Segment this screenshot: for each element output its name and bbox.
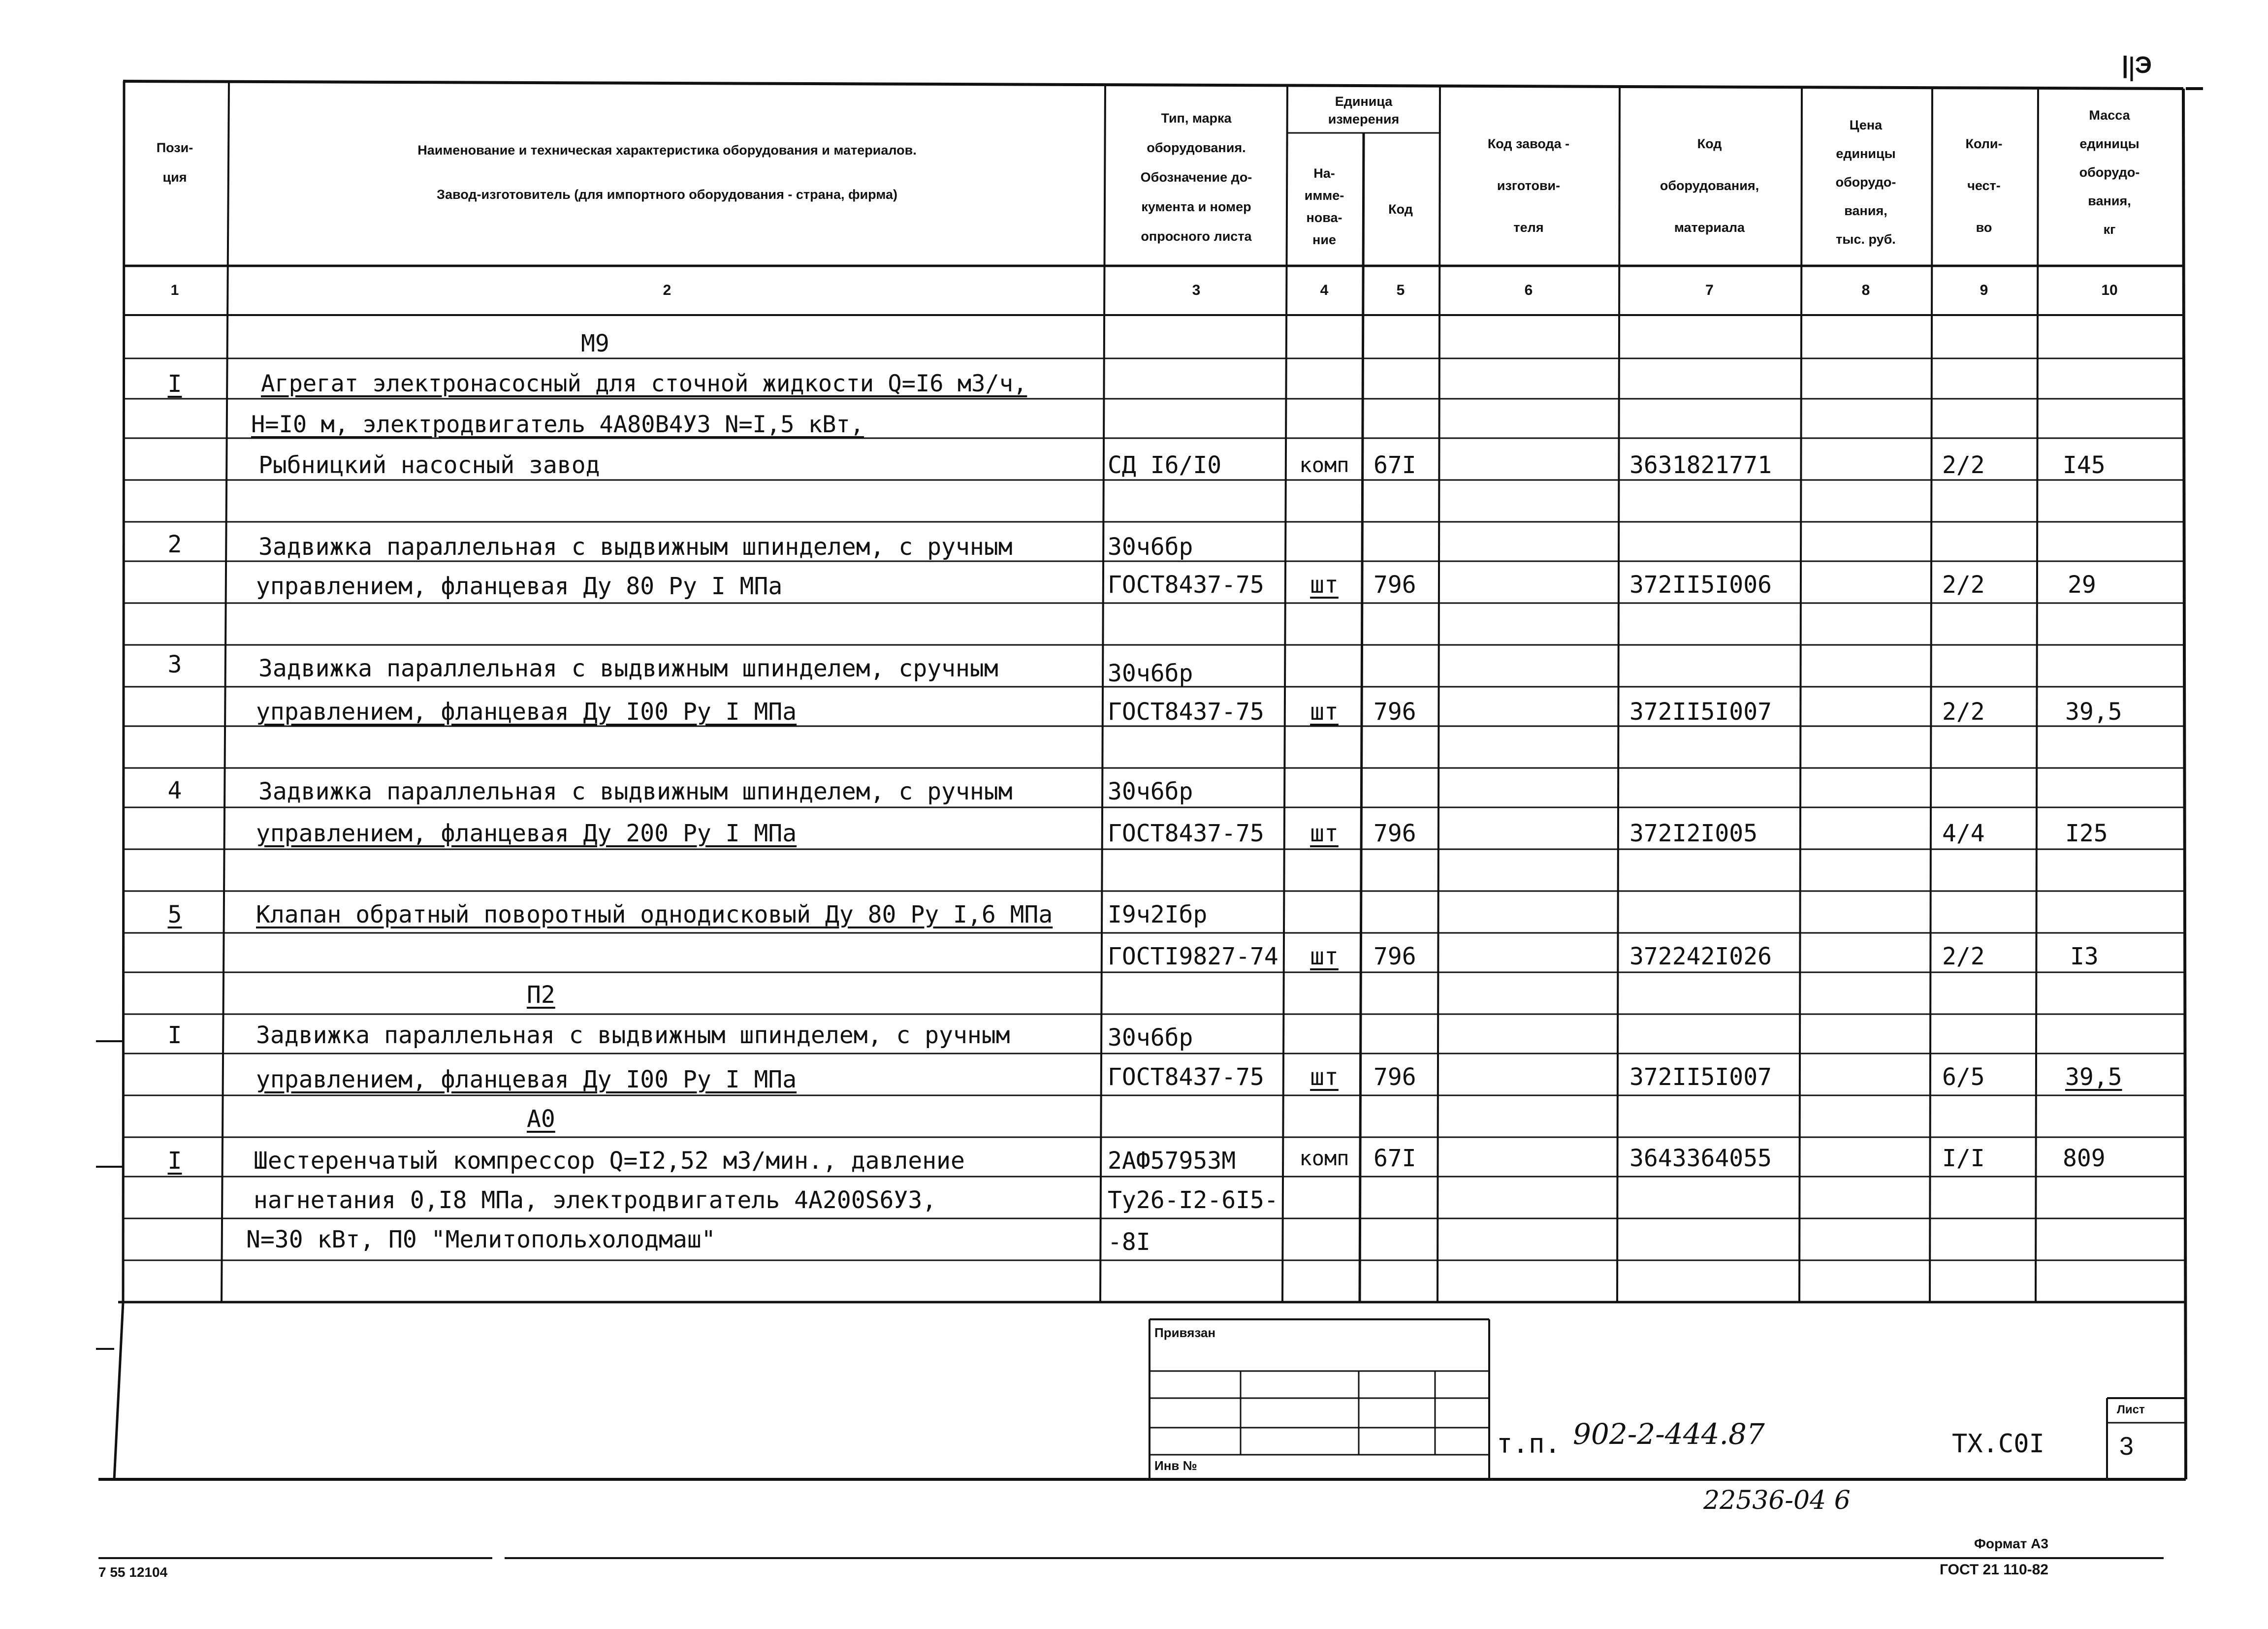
row2-type-line2: ГОСТ8437-75	[1108, 571, 1264, 599]
row2-equipment-code: 372II5I006	[1629, 571, 1772, 599]
row1-mass: I45	[2063, 451, 2106, 479]
row2-quantity: 2/2	[1942, 571, 1985, 599]
header-col-mass: Масса единицы оборудо- вания, кг	[2079, 108, 2140, 237]
col-number-4: 4	[1320, 282, 1329, 298]
row5-position: 5	[167, 901, 182, 928]
row3-unit-code: 796	[1374, 698, 1416, 726]
row2-position: 2	[167, 531, 182, 558]
col-number-6: 6	[1524, 282, 1533, 298]
row3-position: 3	[167, 651, 182, 678]
row7-quantity: I/I	[1942, 1145, 1985, 1172]
row4-type-line1: 30ч6бр	[1108, 778, 1193, 805]
header-col-position: Пози- ция	[156, 140, 193, 185]
row6-unit-code: 796	[1374, 1063, 1416, 1091]
row7-mass: 809	[2063, 1145, 2106, 1172]
section-heading-m9: М9	[581, 330, 609, 357]
row1-equipment-code: 3631821771	[1629, 451, 1772, 479]
row3-type-line1: 30ч6бр	[1108, 660, 1193, 687]
row6-name-line1: Задвижка параллельная с выдвижным шпинделем, с ручным	[256, 1022, 1010, 1049]
row4-unit: шт	[1310, 820, 1339, 847]
row3-name-line2: управлением, фланцевая Ду I00 Ру I МПа	[256, 698, 797, 726]
header-col-name: Наименование и техническая характеристика оборудования и материалов. Завод-изготовитель (для импортного оборудования - страна, фирма)	[417, 143, 917, 202]
header-col-price: Цена единицы оборудо- вания, тыс. руб.	[1835, 118, 1896, 247]
row6-quantity: 6/5	[1942, 1063, 1985, 1091]
corner-mark: | Э	[2122, 52, 2152, 78]
document-code: ТХ.С0I	[1952, 1429, 2044, 1459]
col-number-10: 10	[2101, 282, 2118, 298]
row4-position: 4	[167, 777, 182, 804]
row1-name-line1: Агрегат электронасосный для сточной жидкости Q=I6 м3/ч,	[261, 370, 1027, 397]
row7-equipment-code: 3643364055	[1629, 1145, 1772, 1172]
header-col-unit-code: Код	[1388, 202, 1413, 217]
row3-mass: 39,5	[2065, 698, 2122, 726]
row5-equipment-code: 372242I026	[1629, 943, 1772, 970]
row4-unit-code: 796	[1374, 820, 1416, 847]
col-number-9: 9	[1980, 282, 1988, 298]
row4-quantity: 4/4	[1942, 820, 1985, 847]
row2-unit: шт	[1310, 571, 1339, 599]
row2-type-line1: 30ч6бр	[1108, 533, 1193, 561]
row3-equipment-code: 372II5I007	[1629, 698, 1772, 726]
row1-type: СД I6/I0	[1108, 451, 1222, 479]
row1-unit-code: 67I	[1374, 451, 1416, 479]
row7-unit-code: 67I	[1374, 1145, 1416, 1172]
sheet-number: 3	[2119, 1432, 2134, 1461]
row6-type-line1: 30ч6бр	[1108, 1024, 1193, 1052]
col-number-5: 5	[1396, 282, 1405, 298]
row3-quantity: 2/2	[1942, 698, 1985, 726]
row1-name-line3: Рыбницкий насосный завод	[258, 451, 600, 479]
row4-equipment-code: 372I2I005	[1629, 820, 1758, 847]
col-number-8: 8	[1861, 282, 1870, 298]
row2-unit-code: 796	[1374, 571, 1416, 599]
row4-name-line2: управлением, фланцевая Ду 200 Ру I МПа	[256, 820, 797, 847]
format-label: Формат А3	[1974, 1536, 2048, 1551]
section-heading-p2: П2	[527, 981, 555, 1009]
row7-position: I	[167, 1147, 182, 1175]
row6-position: I	[167, 1022, 182, 1049]
row3-unit: шт	[1310, 698, 1339, 726]
col-number-3: 3	[1192, 282, 1201, 298]
row5-unit-code: 796	[1374, 943, 1416, 970]
row3-name-line1: Задвижка параллельная с выдвижным шпинделем, сручным	[258, 655, 998, 682]
row4-mass: I25	[2065, 820, 2108, 847]
print-number: 7 55 12104	[98, 1565, 168, 1580]
row6-unit: шт	[1310, 1063, 1339, 1091]
row6-type-line2: ГОСТ8437-75	[1108, 1063, 1264, 1091]
row7-type-line2: Ту26-I2-6I5-	[1108, 1186, 1278, 1214]
row2-name-line1: Задвижка параллельная с выдвижным шпинделем, с ручным	[258, 533, 1013, 561]
col-number-7: 7	[1705, 282, 1714, 298]
row3-type-line2: ГОСТ8437-75	[1108, 698, 1264, 726]
header-col-factory-code: Код завода - изготови- теля	[1487, 136, 1570, 235]
row7-type-line3: -8I	[1108, 1228, 1150, 1256]
attached-label: Привязан	[1154, 1325, 1216, 1340]
row6-name-line2: управлением, фланцевая Ду I00 Ру I МПа	[256, 1066, 797, 1093]
row7-name-line3: N=30 кВт, П0 "Мелитопольхолодмаш"	[246, 1226, 716, 1253]
gost-label: ГОСТ 21 110-82	[1940, 1562, 2048, 1578]
header-col-unit: Единица измерения	[1328, 94, 1400, 127]
section-heading-a0: А0	[527, 1105, 555, 1133]
row6-equipment-code: 372II5I007	[1629, 1063, 1772, 1091]
header-col-type: Тип, марка оборудования. Обозначение до- кумента и номер опросного листа	[1140, 111, 1252, 244]
row1-quantity: 2/2	[1942, 451, 1985, 479]
col-number-2: 2	[663, 282, 671, 298]
tp-number: 902-2-444.87	[1573, 1417, 1765, 1451]
row5-name-line1: Клапан обратный поворотный однодисковый Ду 80 Ру I,6 МПа	[256, 901, 1053, 928]
row4-type-line2: ГОСТ8437-75	[1108, 820, 1264, 847]
row5-type-line2: ГОСТI9827-74	[1108, 943, 1278, 970]
row7-type-line1: 2АФ57953М	[1108, 1147, 1236, 1175]
row5-unit: шт	[1310, 943, 1339, 970]
row5-type-line1: I9ч2Iбр	[1108, 901, 1208, 928]
row1-unit: комп	[1299, 453, 1349, 477]
tp-label: т.п.	[1497, 1428, 1561, 1459]
row5-mass: I3	[2070, 943, 2099, 970]
header-col-unit-name: На- имме- нова- ние	[1304, 166, 1344, 247]
col-number-1: 1	[170, 282, 179, 298]
row7-name-line2: нагнетания 0,I8 МПа, электродвигатель 4А200S6УЗ,	[254, 1186, 937, 1214]
sheet-label: Лист	[2117, 1403, 2145, 1416]
row7-name-line1: Шестеренчатый компрессор Q=I2,52 м3/мин., давление	[254, 1147, 965, 1175]
header-col-equipment-code: Код оборудования, материала	[1660, 136, 1759, 235]
header-col-quantity: Коли- чест- во	[1965, 136, 2003, 235]
row6-mass: 39,5	[2065, 1063, 2122, 1091]
row2-mass: 29	[2068, 571, 2096, 599]
row7-unit: комп	[1299, 1146, 1349, 1170]
row5-quantity: 2/2	[1942, 943, 1985, 970]
handwritten-archive-number: 22536-04 6	[1703, 1486, 1851, 1515]
row4-name-line1: Задвижка параллельная с выдвижным шпинделем, с ручным	[258, 778, 1013, 805]
row1-position: I	[167, 370, 182, 398]
row1-name-line2: Н=I0 м, электродвигатель 4А80В4УЗ N=I,5 кВт,	[251, 411, 864, 438]
row2-name-line2: управлением, фланцевая Ду 80 Ру I МПа	[256, 573, 783, 600]
inventory-number-label: Инв №	[1154, 1458, 1197, 1473]
